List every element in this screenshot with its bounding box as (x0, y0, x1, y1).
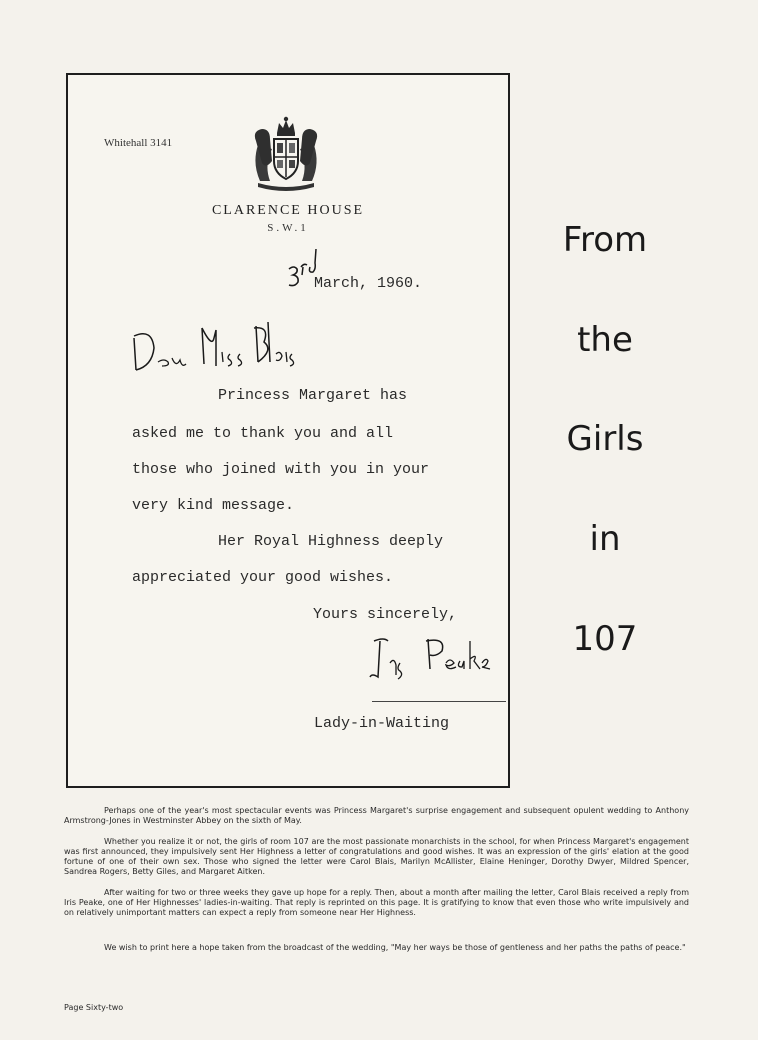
letterhead-house: CLARENCE HOUSE (211, 203, 365, 218)
signatory-title: Lady-in-Waiting (314, 715, 450, 732)
body-line-6: appreciated your good wishes. (132, 569, 394, 586)
caption-paragraph: Whether you realize it or not, the girls of room 107 are the most passionate monarchists in the school, for when Princess Margaret's engagement was first announced, they impulsively sent Her Highness a letter of congratulations and good wishes. It was an expression of the girls' elation at the good fortune of one of their own sex. Those who signed the letter were Carol Blais, Marilyn McAllister, Elaine Heninger, Dorothy Dwyer, Mildred Spencer, Sandrea Rogers, Betty Giles, and Margaret Aitken. (64, 837, 689, 876)
letter-closing: Yours sincerely, (313, 606, 458, 623)
sidebar-word-the: the (577, 320, 633, 360)
sidebar-word-girls: Girls (566, 419, 644, 459)
sidebar-word-in: in (589, 519, 621, 559)
signature-line (372, 701, 506, 702)
caption-paragraph: Perhaps one of the year's most spectacular events was Princess Margaret's surprise engagement and subsequent opulent wedding to Anthony Armstrong-Jones in Westminster Abbey on the sixth of May. (64, 806, 689, 825)
body-line-1: Princess Margaret has (218, 387, 408, 404)
letter-reproduction (66, 73, 510, 788)
body-line-5: Her Royal Highness deeply (218, 533, 444, 550)
body-line-2: asked me to thank you and all (132, 425, 394, 442)
page-number: Page Sixty-two (64, 1003, 124, 1012)
royal-crest-icon (250, 115, 322, 191)
sidebar-word-from: From (562, 220, 648, 260)
letter-date: March, 1960. (314, 275, 423, 292)
body-line-3: those who joined with you in your (132, 461, 430, 478)
signature-handwriting (366, 633, 496, 685)
caption-paragraph: We wish to print here a hope taken from the broadcast of the wedding, "May her ways be those of gentleness and her paths the paths of peace." (104, 943, 686, 952)
letterhead-district: S.W.1 (267, 222, 309, 234)
sidebar-word-107: 107 (572, 619, 638, 659)
caption-paragraph: After waiting for two or three weeks they gave up hope for a reply. Then, about a month after mailing the letter, Carol Blais received a reply from Iris Peake, one of Her Highnesses' ladies-in-waiting. That reply is reprinted on this page. It is gratifying to know that even those who write impulsively and on relatively unimportant matters can expect a reply from someone near Her Highness. (64, 888, 689, 917)
phone-number: Whitehall 3141 (104, 137, 173, 149)
salutation-handwriting (130, 318, 305, 374)
body-line-4: very kind message. (132, 497, 295, 514)
